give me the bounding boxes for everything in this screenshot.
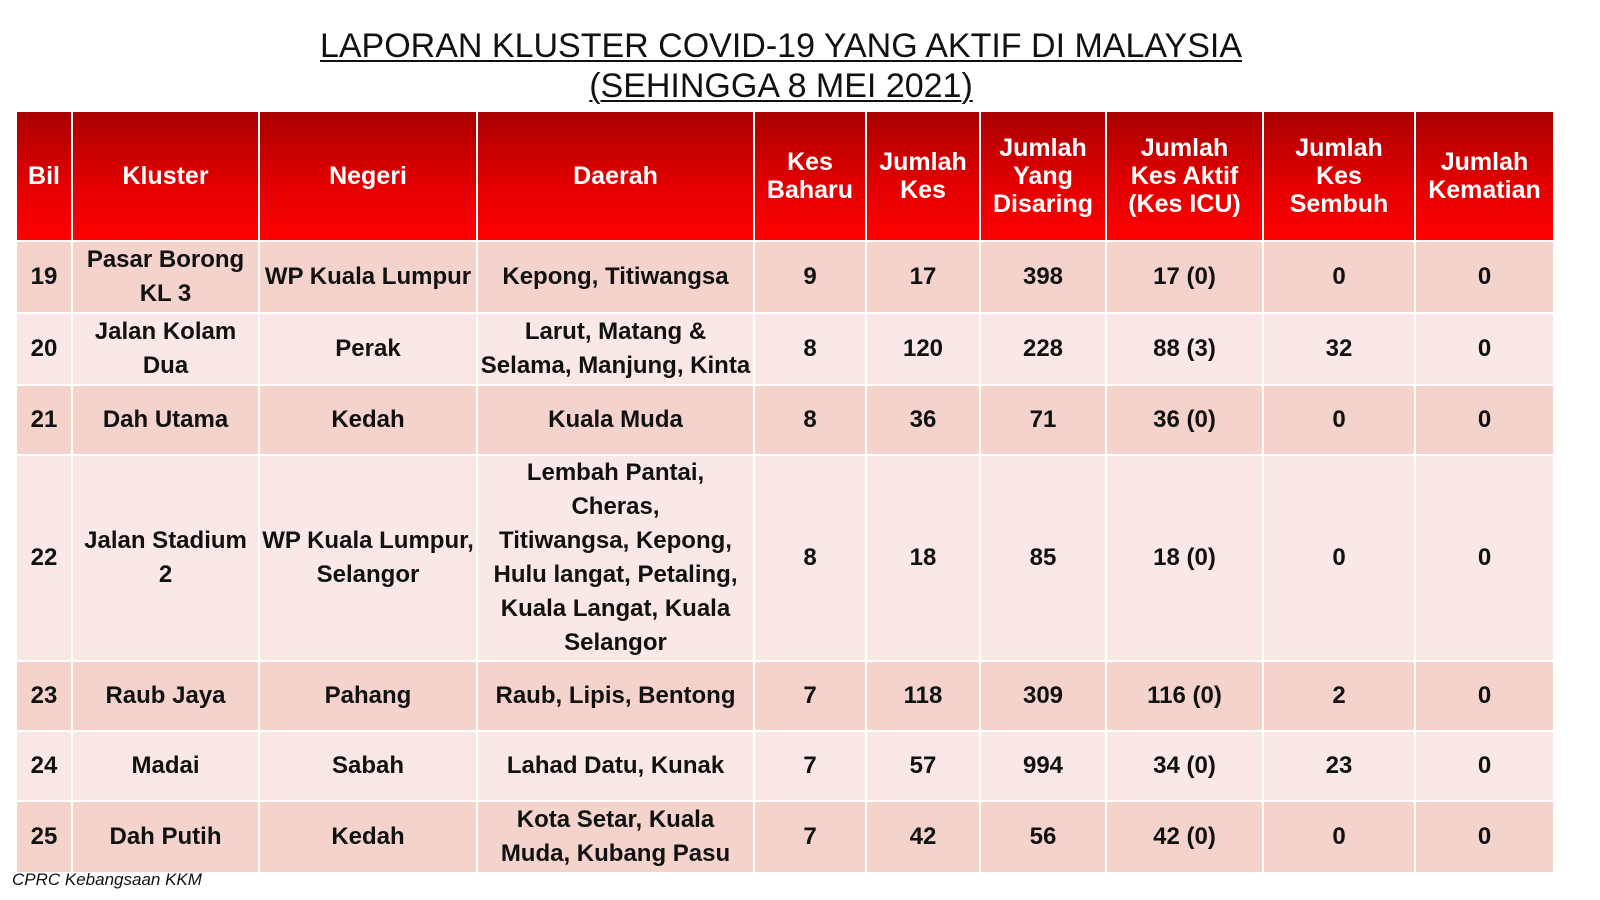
header-sembuh: Jumlah Kes Sembuh [1263,111,1415,241]
table-row [16,385,1554,455]
cell-sembuh: 23 [1263,731,1415,801]
cell-sembuh: 0 [1263,241,1415,313]
cell-jumlah-kes: 57 [866,731,980,801]
cell-kematian: 0 [1415,241,1554,313]
cell-jumlah-kes: 118 [866,661,980,731]
header-kluster: Kluster [72,111,259,241]
cell-disaring: 398 [980,241,1106,313]
table-row [16,801,1554,873]
cell-kluster: Jalan Kolam Dua [72,313,259,385]
cell-kluster: Dah Putih [72,801,259,873]
cell-kluster: Dah Utama [72,385,259,455]
report-title [0,26,1562,106]
cell-negeri: Perak [259,313,477,385]
table-row [16,313,1554,385]
cell-negeri: Sabah [259,731,477,801]
cell-bil: 23 [16,661,72,731]
cell-disaring: 228 [980,313,1106,385]
cell-kematian: 0 [1415,801,1554,873]
cell-jumlah-kes: 36 [866,385,980,455]
cell-bil: 21 [16,385,72,455]
cell-jumlah-kes: 17 [866,241,980,313]
cell-kes-aktif: 42 (0) [1106,801,1263,873]
cell-negeri: Kedah [259,801,477,873]
cell-jumlah-kes: 18 [866,455,980,661]
cell-daerah: Raub, Lipis, Bentong [477,661,754,731]
header-bil: Bil [16,111,72,241]
cell-bil: 25 [16,801,72,873]
header-jumlah-kes: Jumlah Kes [866,111,980,241]
cell-kes-aktif: 116 (0) [1106,661,1263,731]
cell-kes-baharu: 8 [754,313,866,385]
cell-disaring: 71 [980,385,1106,455]
cell-kes-baharu: 7 [754,661,866,731]
cell-kes-aktif: 34 (0) [1106,731,1263,801]
cell-sembuh: 32 [1263,313,1415,385]
cell-kluster: Jalan Stadium 2 [72,455,259,661]
header-kes-aktif: Jumlah Kes Aktif (Kes ICU) [1106,111,1263,241]
cell-kluster: Raub Jaya [72,661,259,731]
cell-jumlah-kes: 42 [866,801,980,873]
cell-kematian: 0 [1415,385,1554,455]
header-daerah: Daerah [477,111,754,241]
table-row [16,241,1554,313]
cell-kematian: 0 [1415,731,1554,801]
cell-kematian: 0 [1415,313,1554,385]
cell-bil: 20 [16,313,72,385]
source-note: CPRC Kebangsaan KKM [12,870,202,889]
cell-bil: 22 [16,455,72,661]
cell-kes-baharu: 7 [754,731,866,801]
table-row [16,661,1554,731]
cell-kematian: 0 [1415,661,1554,731]
cell-daerah: Lembah Pantai, Cheras, Titiwangsa, Kepong, Hulu langat, Petaling, Kuala Langat, Kuala Selangor [477,455,754,661]
cell-bil: 19 [16,241,72,313]
cell-kes-aktif: 17 (0) [1106,241,1263,313]
table-row [16,731,1554,801]
cell-disaring: 994 [980,731,1106,801]
cell-sembuh: 0 [1263,455,1415,661]
cell-disaring: 85 [980,455,1106,661]
cell-kes-baharu: 9 [754,241,866,313]
cell-kes-baharu: 7 [754,801,866,873]
cell-kluster: Madai [72,731,259,801]
cell-kematian: 0 [1415,455,1554,661]
cell-daerah: Kuala Muda [477,385,754,455]
cell-daerah: Larut, Matang & Selama, Manjung, Kinta [477,313,754,385]
title-line-1: LAPORAN KLUSTER COVID-19 YANG AKTIF DI MALAYSIA [319,27,1243,65]
cell-daerah: Kepong, Titiwangsa [477,241,754,313]
header-disaring: Jumlah Yang Disaring [980,111,1106,241]
cell-jumlah-kes: 120 [866,313,980,385]
header-kes-baharu: Kes Baharu [754,111,866,241]
cell-sembuh: 2 [1263,661,1415,731]
cell-negeri: Pahang [259,661,477,731]
cell-kes-aktif: 36 (0) [1106,385,1263,455]
cell-negeri: Kedah [259,385,477,455]
cell-daerah: Kota Setar, Kuala Muda, Kubang Pasu [477,801,754,873]
table-row [16,455,1554,661]
cell-daerah: Lahad Datu, Kunak [477,731,754,801]
cell-bil: 24 [16,731,72,801]
cell-kes-aktif: 88 (3) [1106,313,1263,385]
cluster-table [15,110,1555,874]
cell-disaring: 309 [980,661,1106,731]
cell-kes-baharu: 8 [754,455,866,661]
cell-negeri: WP Kuala Lumpur [259,241,477,313]
header-negeri: Negeri [259,111,477,241]
cell-sembuh: 0 [1263,385,1415,455]
header-kematian: Jumlah Kematian [1415,111,1554,241]
cell-sembuh: 0 [1263,801,1415,873]
cell-kluster: Pasar Borong KL 3 [72,241,259,313]
table-header-row [16,111,1554,241]
cell-disaring: 56 [980,801,1106,873]
cell-negeri: WP Kuala Lumpur, Selangor [259,455,477,661]
cell-kes-aktif: 18 (0) [1106,455,1263,661]
cell-kes-baharu: 8 [754,385,866,455]
title-line-2: (SEHINGGA 8 MEI 2021) [589,67,973,105]
